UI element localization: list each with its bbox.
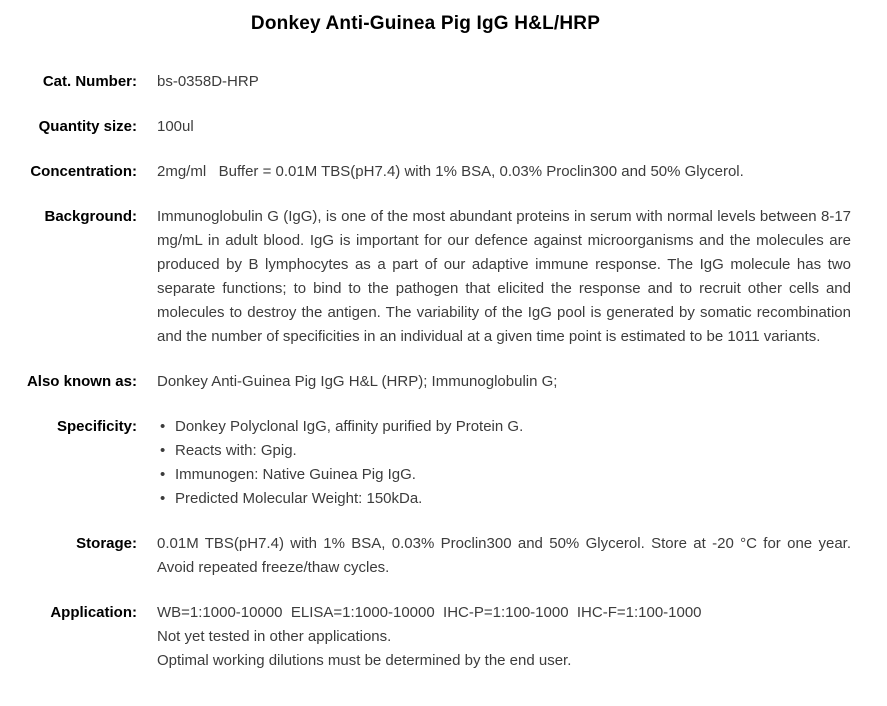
specificity-item	[157, 439, 851, 463]
bullet-icon: •	[160, 490, 166, 507]
field-row-quantity-size	[0, 115, 851, 139]
field-row-storage	[0, 532, 851, 580]
specificity-item-text: Immunogen: Native Guinea Pig IgG.	[175, 466, 416, 483]
cat-number-label: Cat. Number:	[42, 73, 137, 90]
bullet-icon: •	[160, 442, 166, 459]
quantity-size-label: Quantity size:	[38, 118, 137, 135]
also-known-as-value: Donkey Anti-Guinea Pig IgG H&L (HRP); Immunoglobulin G;	[157, 373, 558, 390]
field-row-application	[0, 601, 851, 673]
application-value	[157, 601, 851, 673]
quantity-size-value: 100ul	[157, 118, 194, 135]
page-title: Donkey Anti-Guinea Pig IgG H&L/HRP	[250, 13, 601, 34]
specificity-item-text: Donkey Polyclonal IgG, affinity purified by Protein G.	[175, 418, 524, 435]
application-dilutions-line: WB=1:1000-10000 ELISA=1:1000-10000 IHC-P=1:100-1000 IHC-F=1:100-1000	[157, 604, 702, 621]
background-label: Background:	[44, 208, 137, 225]
specificity-label: Specificity:	[56, 418, 137, 435]
bullet-icon: •	[160, 418, 166, 435]
specificity-item-text: Predicted Molecular Weight: 150kDa.	[175, 490, 423, 507]
concentration-value: 2mg/ml Buffer = 0.01M TBS(pH7.4) with 1% BSA, 0.03% Proclin300 and 50% Glycerol.	[157, 163, 744, 180]
application-disclaimer-line: Optimal working dilutions must be determined by the end user.	[157, 652, 572, 669]
field-row-also-known-as	[0, 370, 851, 394]
field-row-background	[0, 205, 851, 349]
also-known-as-label: Also known as:	[26, 373, 137, 390]
concentration-label: Concentration:	[30, 163, 137, 180]
field-row-concentration	[0, 160, 851, 184]
application-label: Application:	[50, 604, 137, 621]
field-row-cat-number	[0, 70, 851, 94]
specificity-item-text: Reacts with: Gpig.	[175, 442, 297, 459]
cat-number-value: bs-0358D-HRP	[157, 73, 259, 90]
specificity-item	[157, 463, 851, 487]
storage-value: 0.01M TBS(pH7.4) with 1% BSA, 0.03% Proclin300 and 50% Glycerol. Store at -20 °C for one year. Avoid repeated freeze/thaw cycles.	[157, 535, 851, 576]
background-value: Immunoglobulin G (IgG), is one of the most abundant proteins in serum with normal levels between 8-17 mg/mL in adult blood. IgG is important for our defence against microorganisms and the molecules are produced by B lymphocytes as a part of our adaptive immune response. The IgG molecule has two separate functions; to bind to the pathogen that elicited the response and to recruit other cells and molecules to destroy the antigen. The variability of the IgG pool is generated by somatic recombination and the number of specificities in an individual at a given time point is estimated to be 1011 variants.	[157, 208, 851, 345]
application-note-line: Not yet tested in other applications.	[157, 628, 392, 645]
bullet-icon: •	[160, 466, 166, 483]
specificity-item	[157, 415, 851, 439]
storage-label: Storage:	[76, 535, 137, 552]
field-row-specificity	[0, 415, 851, 511]
specificity-list	[157, 415, 851, 511]
specificity-item	[157, 487, 851, 511]
